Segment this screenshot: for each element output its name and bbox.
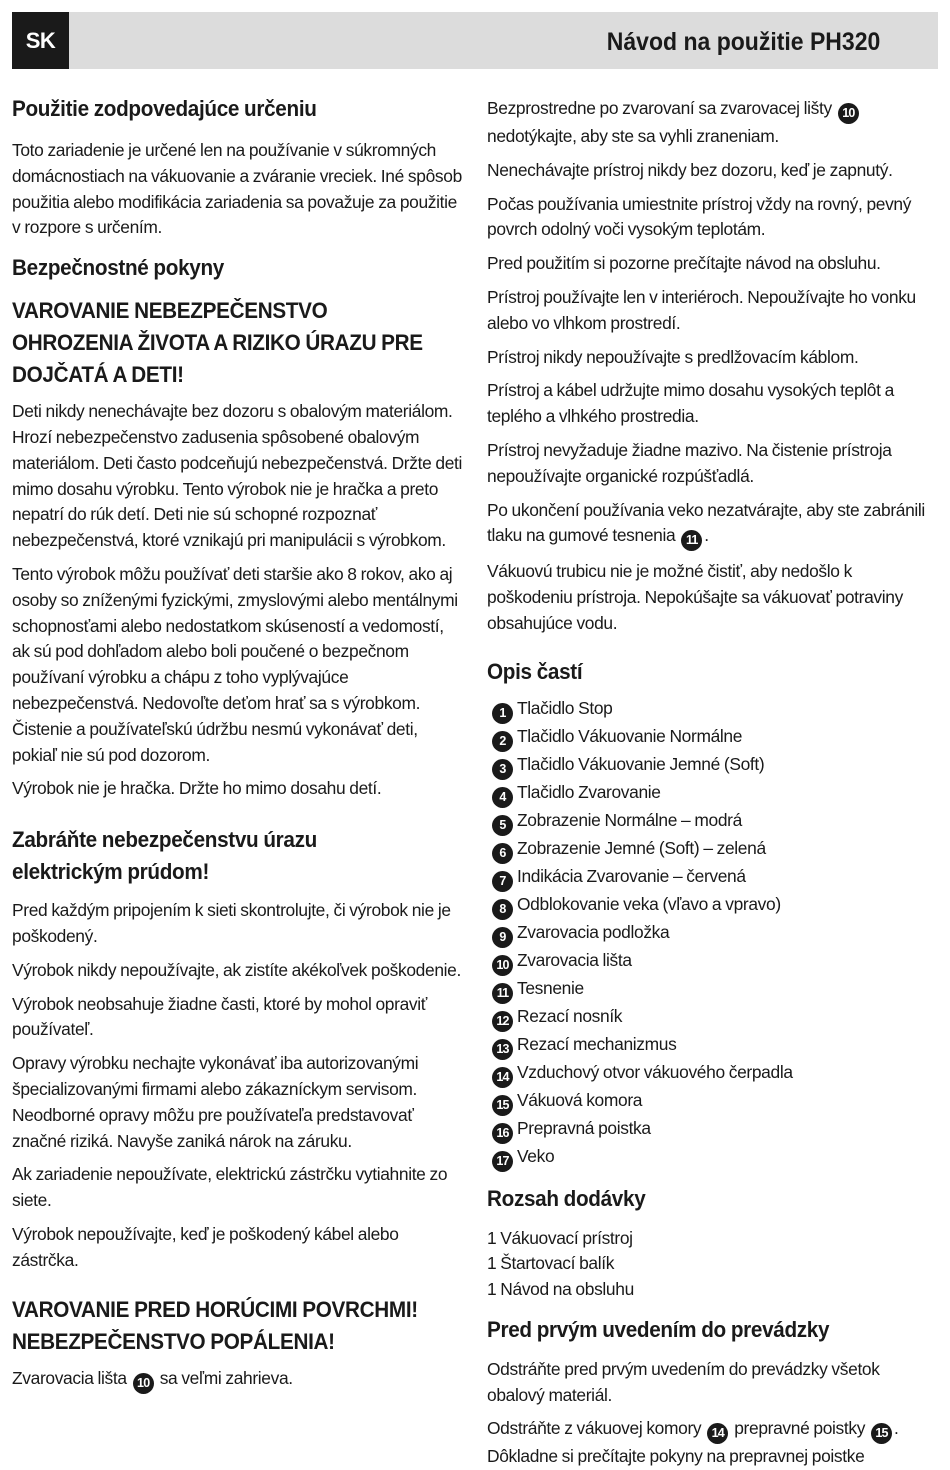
part-number-badge: 14 [492, 1067, 513, 1088]
part-number-badge: 16 [492, 1123, 513, 1144]
paragraph-right-8: Prístroj nevyžaduje žiadne mazivo. Na čistenie prístroja nepoužívajte organické rozpúšťadlá. [487, 439, 892, 486]
part-label: Tlačidlo Zvarovanie [517, 781, 661, 802]
parts-list [487, 696, 941, 1172]
part-label: Zobrazenie Normálne – modrá [517, 809, 742, 830]
part-label: Rezací nosník [517, 1005, 623, 1026]
paragraph-sealing-bar [487, 96, 941, 150]
part-item [492, 1088, 941, 1116]
part-number-badge: 11 [492, 983, 513, 1004]
part-number-badge: 10 [133, 1373, 154, 1394]
part-number-badge: 5 [492, 815, 513, 836]
first2-text-c: . [894, 1418, 899, 1439]
warning-hot-line-2: NEBEZPEČENSTVO POPÁLENIA! [12, 1328, 335, 1354]
part-number-badge: 11 [681, 530, 702, 551]
r9-text-a: Po ukončení používania veko nezatvárajte, aby ste zabránili tlaku na gumové tesnenia [487, 499, 925, 546]
part-number-badge: 13 [492, 1039, 513, 1060]
paragraph-first-use-3: Dôkladne si prečítajte pokyny na prepravnej poistke [487, 1446, 865, 1467]
paragraph-electric-4: Opravy výrobku nechajte vykonávať iba autorizovanými špecializovanými firmami alebo zákazníckym servisom. Neodborné opravy môžu pre používateľa predstavovať značné riziká. Navyše zaniká nárok na záruku. [12, 1053, 419, 1151]
bar-text-b: nedotýkajte, aby ste sa vyhli zraneniam. [487, 126, 779, 146]
hot-text-a: Zvarovacia lišta [12, 1367, 127, 1388]
part-label: Rezací mechanizmus [517, 1033, 677, 1054]
part-item [492, 836, 941, 864]
part-number-badge: 10 [492, 955, 513, 976]
part-label: Prepravná poistka [517, 1117, 651, 1138]
part-item [492, 976, 941, 1004]
heading-safety: Bezpečnostné pokyny [12, 255, 224, 281]
part-item [492, 1060, 941, 1088]
paragraph-intended-use: Toto zariadenie je určené len na používanie v súkromných domácnostiach na vákuovanie a zváranie vreciek. Iné spôsob použitia alebo modifikácia zariadenia sa považuje za použitie v rozpore s určením. [12, 140, 462, 238]
warning-electric-heading [12, 824, 464, 888]
heading-parts: Opis častí [487, 658, 583, 684]
page-header [12, 12, 938, 69]
warning-children-line-1: VAROVANIE NEBEZPEČENSTVO [12, 298, 328, 324]
part-label: Tlačidlo Stop [517, 697, 613, 718]
part-number-badge: 15 [492, 1095, 513, 1116]
part-label: Odblokovanie veka (vľavo a vpravo) [517, 893, 781, 914]
bar-text-a: Bezprostredne po zvarovaní sa zvarovacej lišty [487, 98, 832, 118]
left-column [12, 94, 464, 1394]
paragraph-electric-6: Výrobok nepoužívajte, keď je poškodený kábel alebo zástrčka. [12, 1223, 399, 1270]
part-item [492, 780, 941, 808]
part-label: Tesnenie [517, 977, 584, 998]
supply-item: 1 Štartovací balík [487, 1253, 615, 1274]
paragraph-right-5: Prístroj používajte len v interiéroch. Nepoužívajte ho vonku alebo vo vlhkom prostredí. [487, 286, 916, 333]
part-label: Indikácia Zvarovanie – červená [517, 865, 746, 886]
paragraph-right-2: Nenechávajte prístroj nikdy bez dozoru, keď je zapnutý. [487, 159, 893, 180]
paragraph-right-3: Počas používania umiestnite prístroj vždy na rovný, pevný povrch odolný voči vysokým teplotám. [487, 193, 912, 240]
part-number-badge: 12 [492, 1011, 513, 1032]
warning-hot-heading [12, 1294, 464, 1358]
r9-text-b: . [704, 525, 709, 546]
part-item [492, 864, 941, 892]
part-number-badge: 17 [492, 1151, 513, 1172]
part-item [492, 1032, 941, 1060]
part-number-badge: 7 [492, 871, 513, 892]
part-item [492, 696, 941, 724]
warning-electric-line-2: elektrickým prúdom! [12, 859, 210, 885]
warning-electric-line-1: Zabráňte nebezpečenstvu úrazu [12, 827, 317, 853]
part-label: Tlačidlo Vákuovanie Jemné (Soft) [517, 753, 765, 774]
paragraph-right-9 [487, 498, 941, 552]
part-number-badge: 3 [492, 759, 513, 780]
first2-text-b: prepravné poistky [734, 1418, 866, 1439]
part-label: Zobrazenie Jemné (Soft) – zelená [517, 837, 766, 858]
part-number-badge: 1 [492, 703, 513, 724]
part-label: Veko [517, 1145, 555, 1166]
part-label: Zvarovacia podložka [517, 921, 670, 942]
part-item [492, 752, 941, 780]
warning-children-line-2: OHROZENIA ŽIVOTA A RIZIKO ÚRAZU PRE [12, 330, 423, 356]
paragraph-right-6: Prístroj nikdy nepoužívajte s predlžovacím káblom. [487, 346, 859, 367]
document-title: Návod na použitie PH320 [606, 28, 880, 56]
part-number-badge: 4 [492, 787, 513, 808]
supply-item: 1 Návod na obsluhu [487, 1279, 634, 1300]
part-number-badge: 2 [492, 731, 513, 752]
part-item [492, 1004, 941, 1032]
part-item [492, 948, 941, 976]
part-item [492, 1144, 941, 1172]
paragraph-electric-1: Pred každým pripojením k sieti skontrolujte, či výrobok nie je poškodený. [12, 900, 451, 946]
paragraph-hot-surface [12, 1366, 464, 1394]
part-label: Vzduchový otvor vákuového čerpadla [517, 1061, 793, 1082]
paragraph-children-3: Výrobok nie je hračka. Držte ho mimo dosahu detí. [12, 778, 382, 799]
paragraph-right-7: Prístroj a kábel udržujte mimo dosahu vysokých teplôt a teplého a vlhkého prostredia. [487, 380, 894, 427]
part-label: Vákuová komora [517, 1089, 643, 1110]
paragraph-children-1: Deti nikdy nenechávajte bez dozoru s obalovým materiálom. Hrozí nebezpečenstvo zadusenia spôsobené obalovým materiálom. Deti často podceňujú nebezpečenstvá. Držte deti mimo dosahu výrobku. Tento výrobok nie je hračka a preto nepatrí do rúk detí. Deti nie sú schopné rozpoznať nebezpečenstvá, ktoré vznikajú pri manipulácii s výrobkom. [12, 401, 463, 551]
part-number-badge: 6 [492, 843, 513, 864]
part-label: Zvarovacia lišta [517, 949, 632, 970]
paragraph-first-use-1: Odstráňte pred prvým uvedením do prevádzky všetok obalový materiál. [487, 1358, 880, 1405]
part-label: Tlačidlo Vákuovanie Normálne [517, 725, 743, 746]
part-number-badge: 15 [871, 1423, 892, 1444]
part-number-badge: 8 [492, 899, 513, 920]
part-number-badge: 10 [838, 103, 859, 124]
supply-list [487, 1226, 941, 1303]
warning-children-heading [12, 295, 464, 391]
paragraph-right-4: Pred použitím si pozorne prečítajte návod na obsluhu. [487, 253, 881, 274]
part-item [492, 808, 941, 836]
warning-children-line-3: DOJČATÁ A DETI! [12, 362, 184, 388]
paragraph-children-2: Tento výrobok môžu používať deti staršie ako 8 rokov, ako aj osoby so zníženými fyzickými, zmyslovými alebo mentálnymi schopnosťami alebo nedostatkom skúseností a vedomostí, ak sú pod dohľadom alebo boli poučené o bezpečnom používaní výrobku a chápu z toho vyplývajúce nebezpečenstvá. Nedovoľte deťom hrať sa s výrobkom. Čistenie a používateľskú údržbu nesmú vykonávať deti, pokiaľ nie sú pod dozorom. [12, 563, 458, 765]
first2-text-a: Odstráňte z vákuovej komory [487, 1418, 702, 1439]
warning-hot-line-1: VAROVANIE PRED HORÚCIMI POVRCHMI! [12, 1296, 418, 1322]
part-item [492, 920, 941, 948]
heading-first-use: Pred prvým uvedením do prevádzky [487, 1316, 830, 1342]
part-item [492, 892, 941, 920]
part-item [492, 1116, 941, 1144]
paragraph-electric-3: Výrobok neobsahuje žiadne časti, ktoré by mohol opraviť používateľ. [12, 993, 427, 1040]
right-column [487, 96, 941, 1470]
hot-text-b: sa veľmi zahrieva. [159, 1367, 293, 1388]
heading-intended-use: Použitie zodpovedajúce určeniu [12, 96, 317, 121]
supply-item: 1 Vákuovací prístroj [487, 1227, 633, 1248]
paragraph-right-10: Vákuovú trubicu nie je možné čistiť, aby nedošlo k poškodeniu prístroja. Nepokúšajte sa vákuovať potraviny obsahujúce vodu. [487, 561, 903, 633]
part-number-badge: 9 [492, 927, 513, 948]
paragraph-electric-2: Výrobok nikdy nepoužívajte, ak zistíte akékoľvek poškodenie. [12, 959, 461, 980]
heading-supply: Rozsah dodávky [487, 1185, 646, 1211]
language-badge: SK [12, 12, 69, 69]
paragraph-first-use-2 [487, 1416, 941, 1444]
part-number-badge: 14 [707, 1423, 728, 1444]
paragraph-electric-5: Ak zariadenie nepoužívate, elektrickú zástrčku vytiahnite zo siete. [12, 1164, 448, 1211]
part-item [492, 724, 941, 752]
